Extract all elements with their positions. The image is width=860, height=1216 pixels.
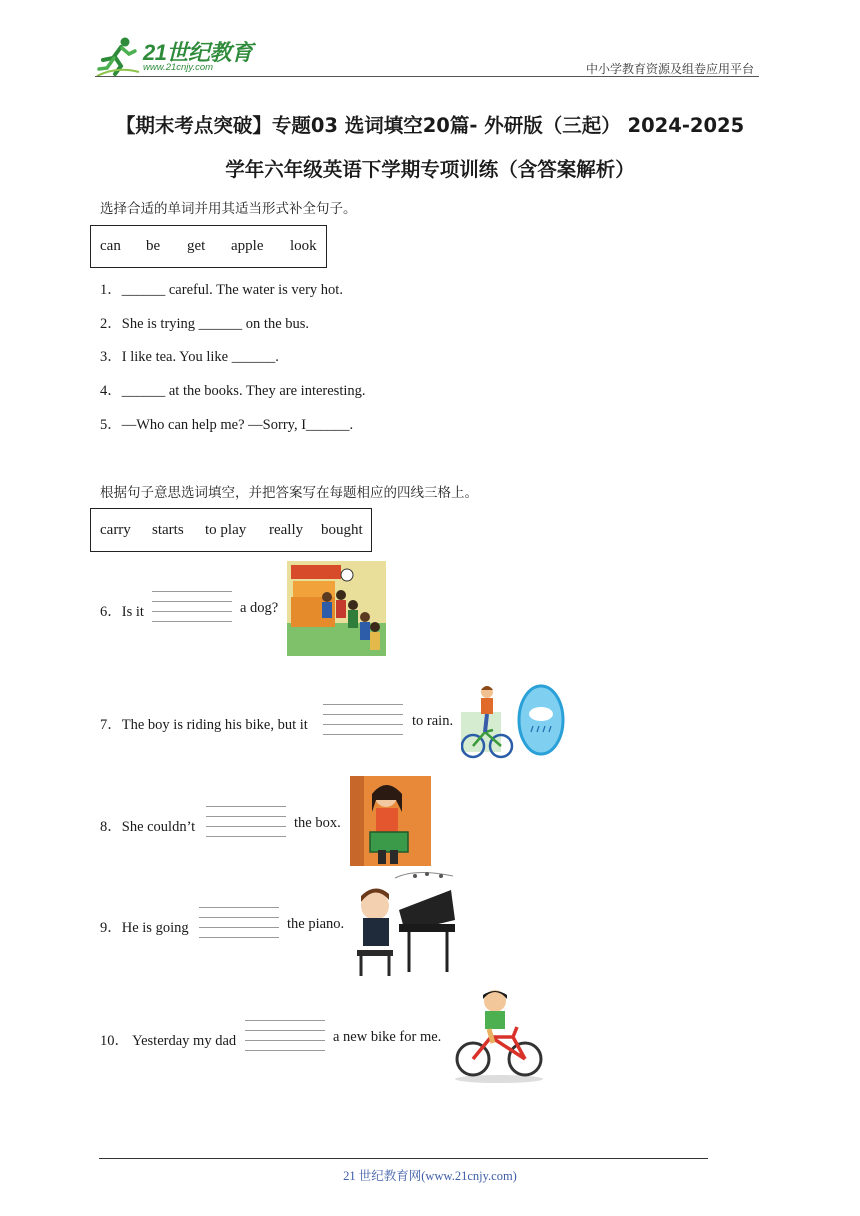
word-bank-item: starts — [152, 522, 184, 538]
question-text-after: the box. — [294, 815, 341, 831]
four-line-writing-grid[interactable] — [245, 1020, 325, 1048]
boy-piano-image — [355, 868, 457, 978]
header-platform-text: 中小学教育资源及组卷应用平台 — [585, 62, 754, 76]
question-4 — [100, 379, 366, 400]
word-bank-item: be — [146, 238, 161, 254]
question-2 — [100, 312, 309, 333]
question-text-after: a new bike for me. — [333, 1029, 442, 1045]
footer-divider — [99, 1158, 708, 1159]
section1-word-bank — [90, 225, 327, 268]
question-text: ______ at the books. They are interesting. — [121, 383, 366, 399]
question-number: 8． — [100, 819, 122, 835]
question-8 — [100, 815, 195, 836]
boy-bike-rain-image — [461, 682, 567, 768]
question-number: 6． — [100, 604, 122, 620]
question-number: 3． — [100, 349, 122, 365]
question-text: —Who can help me? —Sorry, I______. — [121, 417, 354, 433]
question-text-after: the piano. — [287, 916, 345, 932]
document-title-line2: 学年六年级英语下学期专项训练（含答案解析） — [225, 158, 635, 181]
question-number: 1． — [100, 282, 122, 298]
word-bank-item: really — [269, 522, 304, 538]
girl-box-image — [350, 776, 431, 866]
header-divider — [95, 76, 759, 77]
question-text-before: She couldn’t — [121, 819, 196, 835]
runner-logo-icon — [95, 36, 141, 78]
question-text-after: to rain. — [412, 713, 454, 729]
question-text-before: He is going — [121, 920, 189, 936]
question-1 — [100, 278, 343, 299]
question-number: 5． — [100, 417, 122, 433]
four-line-writing-grid[interactable] — [152, 591, 232, 619]
question-number: 2． — [100, 316, 122, 332]
word-bank-item: apple — [231, 238, 264, 254]
document-title-line1: 【期末考点突破】专题03 选词填空20篇- 外研版（三起） 2024-2025 — [115, 114, 745, 137]
question-3 — [100, 345, 279, 366]
question-number: 7． — [100, 717, 122, 733]
word-bank-item: bought — [321, 522, 363, 538]
question-10 — [100, 1029, 236, 1050]
question-number: 4． — [100, 383, 122, 399]
logo-main-text: 21世纪教育 — [143, 40, 253, 65]
section2-instruction: 根据句子意思选词填空，并把答案写在每题相应的四线三格上。 — [100, 485, 478, 501]
four-line-writing-grid[interactable] — [199, 907, 279, 935]
four-line-writing-grid[interactable] — [206, 806, 286, 834]
word-bank-item: can — [100, 238, 121, 254]
section1-instruction: 选择合适的单词并用其适当形式补全句子。 — [100, 201, 357, 217]
four-line-writing-grid[interactable] — [323, 704, 403, 732]
word-bank-item: carry — [100, 522, 131, 538]
logo-sub-text: www.21cnjy.com — [143, 62, 214, 73]
question-6 — [100, 600, 144, 621]
question-text-before: Is it — [121, 604, 144, 620]
question-text: She is trying ______ on the bus. — [121, 316, 310, 332]
word-bank-item: get — [187, 238, 206, 254]
boy-riding-bike-image — [453, 987, 545, 1084]
question-text: ______ careful. The water is very hot. — [121, 282, 343, 298]
question-text: I like tea. You like ______. — [121, 349, 279, 365]
section2-word-bank — [90, 508, 372, 552]
question-7 — [100, 713, 308, 734]
word-bank-item: to play — [205, 522, 247, 538]
question-text-before: Yesterday my dad — [129, 1033, 237, 1049]
question-number: 9． — [100, 920, 122, 936]
question-number: 10． — [100, 1033, 129, 1049]
question-5 — [100, 413, 353, 434]
question-text-after: a dog? — [240, 600, 279, 616]
queue-illustration-image — [287, 561, 386, 656]
site-logo — [95, 36, 265, 78]
word-bank-item: look — [290, 238, 317, 254]
footer-site-link[interactable]: 21 世纪教育网(www.21cnjy.com) — [343, 1169, 517, 1183]
question-text-before: The boy is riding his bike, but it — [121, 717, 308, 733]
question-9 — [100, 916, 189, 937]
